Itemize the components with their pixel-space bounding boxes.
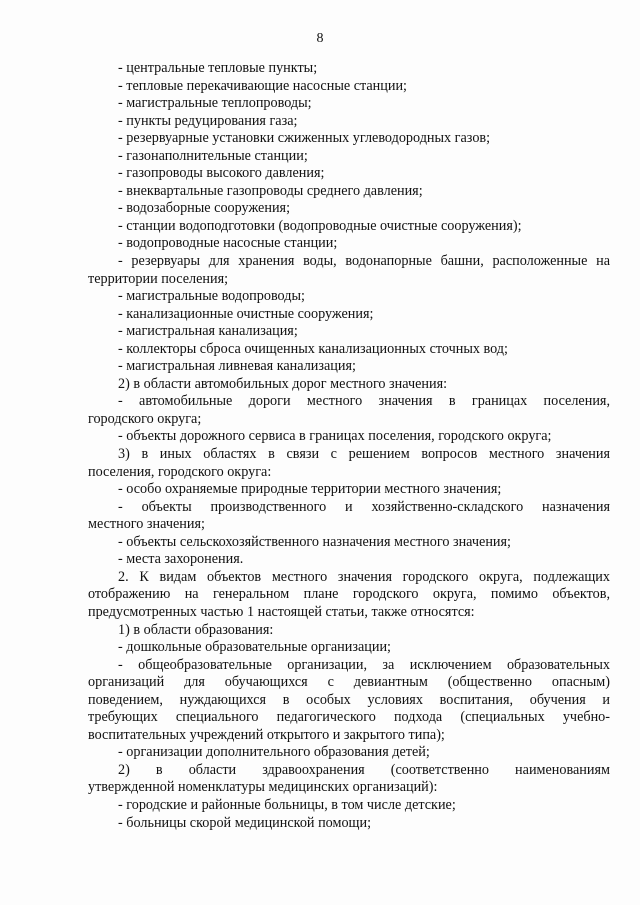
text-line: - резервуары для хранения воды, водонапорные башни, расположенные на — [118, 253, 610, 270]
text-line: - организации дополнительного образования детей; — [118, 744, 430, 761]
text-line: - дошкольные образовательные организации; — [118, 639, 391, 656]
text-line: предусмотренных частью 1 настоящей статьи, также относятся: — [88, 603, 475, 620]
text-line: 1) в области образования: — [118, 621, 274, 638]
text-line: 2. К видам объектов местного значения городского округа, подлежащих — [118, 568, 610, 585]
page-number: 8 — [316, 31, 324, 46]
text-line: - водопроводные насосные станции; — [118, 235, 338, 252]
text-line: - водозаборные сооружения; — [118, 200, 291, 217]
document-body — [88, 60, 610, 832]
text-line: организаций для обучающихся с девиантным (общественно опасным) — [88, 674, 610, 691]
text-line: требующих специального педагогического подхода (специальных учебно- — [88, 709, 610, 726]
text-line: - общеобразовательные организации, за исключением образовательных — [118, 656, 610, 673]
text-line: - городские и районные больницы, в том числе детские; — [118, 796, 456, 813]
text-line: - магистральные теплопроводы; — [118, 95, 312, 112]
text-line: - канализационные очистные сооружения; — [118, 305, 374, 322]
text-line: городского округа; — [88, 410, 202, 427]
text-line: 2) в области автомобильных дорог местного значения: — [118, 375, 448, 392]
text-line: - объекты сельскохозяйственного назначения местного значения; — [118, 533, 511, 550]
text-line: - магистральная канализация; — [118, 323, 298, 340]
text-line: - газонаполнительные станции; — [118, 147, 308, 164]
text-line: - станции водоподготовки (водопроводные очистные сооружения); — [118, 217, 522, 234]
text-line: утвержденной номенклатуры медицинских организаций): — [88, 779, 438, 796]
text-line: - места захоронения. — [118, 551, 244, 568]
text-line: отображению на генеральном плане городского округа, помимо объектов, — [88, 586, 610, 603]
text-line: поведением, нуждающихся в особых условиях воспитания, обучения и — [88, 691, 610, 708]
text-line: - резервуарные установки сжиженных углеводородных газов; — [118, 130, 491, 147]
text-line: воспитательных учреждений открытого и закрытого типа); — [88, 726, 445, 743]
text-line: - особо охраняемые природные территории местного значения; — [118, 481, 502, 498]
text-line: - больницы скорой медицинской помощи; — [118, 814, 372, 831]
text-line: - тепловые перекачивающие насосные станции; — [118, 77, 407, 94]
text-line: территории поселения; — [88, 270, 229, 287]
text-line: - объекты производственного и хозяйственно-складского назначения — [118, 498, 610, 515]
text-line: - внеквартальные газопроводы среднего давления; — [118, 182, 423, 199]
text-line: 2) в области здравоохранения (соответственно наименованиям — [118, 761, 610, 778]
text-line: - магистральные водопроводы; — [118, 288, 305, 305]
text-line: - объекты дорожного сервиса в границах поселения, городского округа; — [118, 428, 552, 445]
text-line: поселения, городского округа: — [88, 463, 272, 480]
text-line: - газопроводы высокого давления; — [118, 165, 325, 182]
text-line: 3) в иных областях в связи с решением вопросов местного значения — [118, 446, 610, 463]
text-line: - пункты редуцирования газа; — [118, 112, 298, 129]
text-line: - центральные тепловые пункты; — [118, 60, 318, 76]
text-line: - автомобильные дороги местного значения в границах поселения, — [118, 393, 610, 410]
text-line: - магистральная ливневая канализация; — [118, 358, 356, 375]
text-line: - коллекторы сброса очищенных канализационных сточных вод; — [118, 340, 508, 357]
text-line: местного значения; — [88, 516, 205, 533]
